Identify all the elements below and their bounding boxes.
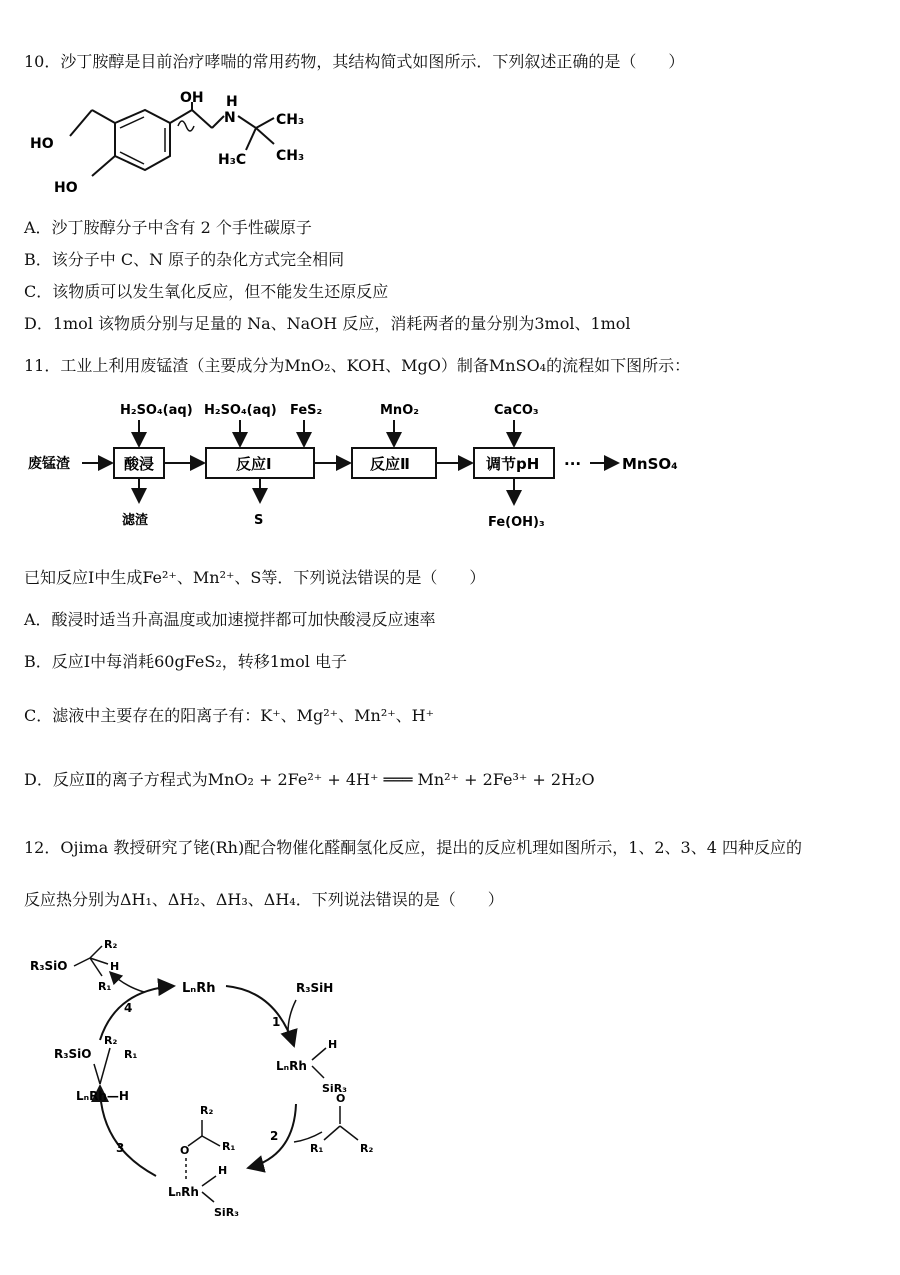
q11-output-3: Fe(OH)₃ <box>488 515 545 530</box>
q12-cycle-diagram <box>26 936 386 1226</box>
q11-input-5: CaCO₃ <box>494 403 539 418</box>
q12-r1-left: R₁ <box>124 1048 138 1061</box>
q11-box-3-label: 反应Ⅱ <box>370 455 410 473</box>
q11-option-b: B．反应Ⅰ中每消耗60gFeS₂，转移1mol 电子 <box>24 652 347 671</box>
q11-known: 已知反应Ⅰ中生成Fe²⁺、Mn²⁺、S等．下列说法错误的是（ ） <box>24 568 486 587</box>
q12-lrh-bottom: LₙRh <box>168 1185 199 1199</box>
q11-product: MnSO₄ <box>622 455 678 473</box>
q12-r2-left: R₂ <box>104 1034 118 1047</box>
q12-h-bottom: H <box>218 1164 228 1177</box>
q10-oh-top: OH <box>180 90 204 106</box>
q12-h-right: H <box>328 1038 338 1051</box>
q12-o-bottom: O <box>180 1144 190 1157</box>
q10-stem: 10．沙丁胺醇是目前治疗哮喘的常用药物，其结构简式如图所示．下列叙述正确的是（ ） <box>24 52 685 71</box>
q10-option-a: A．沙丁胺醇分子中含有 2 个手性碳原子 <box>24 218 312 237</box>
q12-step-2: 2 <box>270 1129 279 1143</box>
q11-box-4-label: 调节pH <box>486 455 540 473</box>
q11-box-2-label: 反应Ⅰ <box>236 455 272 473</box>
q12-r1-top: R₁ <box>98 980 112 993</box>
q12-r2-top: R₂ <box>104 938 118 951</box>
q12-sir3-bottom: SiR₃ <box>214 1206 239 1219</box>
q11-option-d: D．反应Ⅱ的离子方程式为MnO₂ + 2Fe²⁺ + 4H⁺ ═══ Mn²⁺ + 2Fe³⁺ + 2H₂O <box>24 770 595 789</box>
q12-lrh-top: LₙRh <box>182 981 216 996</box>
q10-n: N <box>224 110 236 126</box>
q11-input-1: H₂SO₄(aq) <box>120 403 193 418</box>
q11-stem: 11．工业上利用废锰渣（主要成分为MnO₂、KOH、MgO）制备MnSO₄的流程如下图所示： <box>24 356 691 375</box>
q12-ether-left: R₃SiO <box>54 1047 92 1061</box>
q11-flow-diagram <box>28 396 688 536</box>
q12-stem-line1: 12．Ojima 教授研究了铑(Rh)配合物催化醛酮氢化反应，提出的反应机理如图所示，1、2、3、4 四种反应的 <box>24 838 802 857</box>
q10-h: H <box>226 94 238 110</box>
q10-option-b: B．该分子中 C、N 原子的杂化方式完全相同 <box>24 250 345 269</box>
q12-sir3-right: SiR₃ <box>322 1082 347 1095</box>
q11-output-2: S <box>254 513 264 528</box>
q12-step-3: 3 <box>116 1141 125 1155</box>
q12-step-1: 1 <box>272 1015 281 1029</box>
q12-step-4: 4 <box>124 1001 133 1015</box>
q11-option-a: A．酸浸时适当升高温度或加速搅拌都可加快酸浸反应速率 <box>24 610 436 629</box>
q11-option-c: C．滤液中主要存在的阳离子有：K⁺、Mg²⁺、Mn²⁺、H⁺ <box>24 706 435 725</box>
q12-product-ether: R₃SiO <box>30 959 68 973</box>
q12-r2-bottom: R₂ <box>200 1104 214 1117</box>
q11-input-3: FeS₂ <box>290 403 323 418</box>
q10-ho-bottom: HO <box>54 180 78 196</box>
q12-r3sih: R₃SiH <box>296 981 334 995</box>
q12-lrh-right: LₙRh <box>276 1059 307 1073</box>
q12-h-top: H <box>110 960 120 973</box>
q11-box-1-label: 酸浸 <box>124 455 155 473</box>
q10-structure-diagram <box>20 88 320 208</box>
q10-ch3-2: CH₃ <box>276 148 305 164</box>
q12-r1-bottom: R₁ <box>222 1140 236 1153</box>
q11-feed: 废锰渣 <box>28 456 70 472</box>
q11-input-2: H₂SO₄(aq) <box>204 403 277 418</box>
q12-stem-line2: 反应热分别为ΔH₁、ΔH₂、ΔH₃、ΔH₄．下列说法错误的是（ ） <box>24 890 504 909</box>
q11-dots: ··· <box>564 455 582 473</box>
q10-ho-left: HO <box>30 136 54 152</box>
q12-ketone-r2: R₂ <box>360 1142 374 1155</box>
q10-option-c: C．该物质可以发生氧化反应，但不能发生还原反应 <box>24 282 389 301</box>
q12-ketone-r1: R₁ <box>310 1142 324 1155</box>
q10-h3c: H₃C <box>218 152 247 168</box>
q11-output-1: 滤渣 <box>122 513 149 528</box>
q12-ketone-o: O <box>336 1092 346 1105</box>
q12-lrh-h-left: LₙRh—H <box>76 1089 129 1103</box>
q10-option-d: D．1mol 该物质分别与足量的 Na、NaOH 反应，消耗两者的量分别为3mol、1mol <box>24 314 631 333</box>
q11-input-4: MnO₂ <box>380 403 419 418</box>
q10-ch3-1: CH₃ <box>276 112 305 128</box>
